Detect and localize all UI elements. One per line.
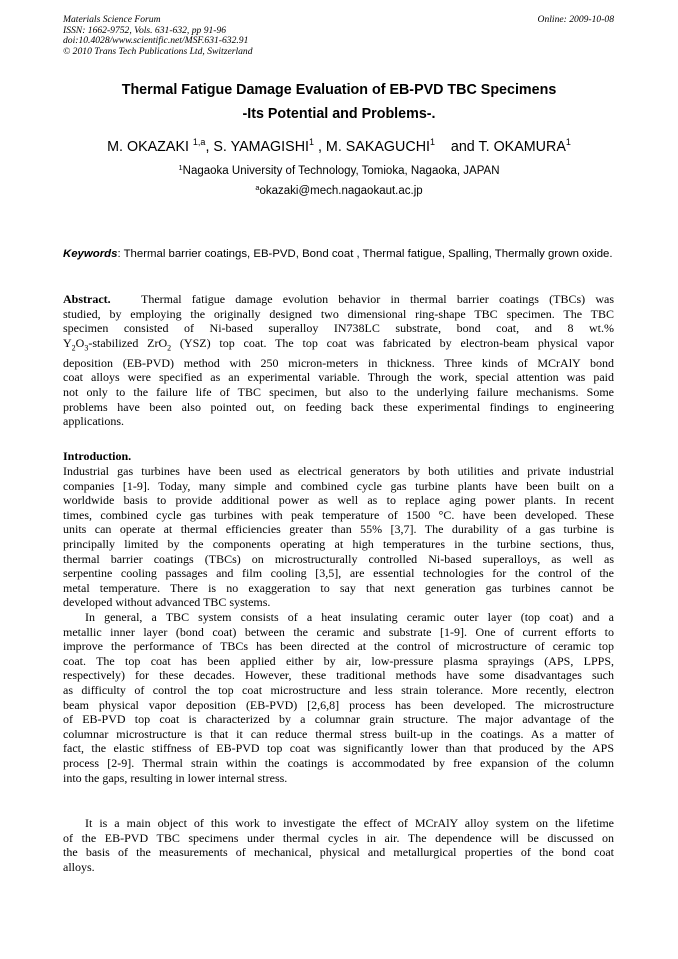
intro-paragraph-2 xyxy=(63,610,614,785)
text-line: In general, a TBC system consists of a heat insulating ceramic outer layer (top coat) and a xyxy=(85,610,614,624)
abstract-line: not only to the failure life of TBC specimen, but also to the underlying failure mechanisms. Some xyxy=(63,384,614,399)
author-affiliation-mark: 1 xyxy=(430,137,436,147)
intro-paragraph-3 xyxy=(63,816,614,874)
text-line: coat. The top coat has been applied either by air, low-pressure plasma sprayings (APS, LPPS, xyxy=(63,653,614,668)
paper-title-line2: -Its Potential and Problems-. xyxy=(242,106,436,122)
email-mark: a xyxy=(255,183,260,192)
email-text: okazaki@mech.nagaokaut.ac.jp xyxy=(259,185,423,197)
text-line: columnar microstructure is that it can reduce thermal stress built-up in the coatings. As a matter of xyxy=(63,726,614,741)
text-line: fact, the elastic stiffness of EB-PVD top coat was significantly lower than that produced by the APS xyxy=(63,741,614,756)
text-line: process [2-9]. Thermal strain within the coatings is accommodated by free expansion of the column xyxy=(63,755,614,770)
keywords xyxy=(63,247,614,261)
text-line: of the EB-PVD TBC specimens under thermal cycles in air. The dependence will be discussed on xyxy=(63,830,614,845)
author-list xyxy=(40,138,638,156)
text-line: worldwide basis to provide additional power as well as to replace aging power plants. In recent xyxy=(63,493,614,508)
text-line: serpentine cooling passages and film cooling [3,5], are essential technologies for the control of the xyxy=(63,566,614,581)
affiliation xyxy=(40,164,638,178)
text-line: companies [1-9]. Today, many simple and combined cycle gas turbine plants have been built on a xyxy=(63,478,614,493)
author-name: M. OKAZAKI xyxy=(107,139,193,155)
text-line: thermal barrier coatings (TBCs) on microstructurally controlled Ni-based superalloys, as well as xyxy=(63,551,614,566)
abstract-line: studied, by employing the originally designed two dimensional ring-shape TBC specimen. The TBC xyxy=(63,306,614,321)
keywords-text: : Thermal barrier coatings, EB-PVD, Bond coat , Thermal fatigue, Spalling, Thermally grown oxide. xyxy=(117,248,613,260)
paper-title-line1: Thermal Fatigue Damage Evaluation of EB-PVD TBC Specimens xyxy=(121,82,557,98)
journal-copyright: © 2010 Trans Tech Publications Ltd, Switzerland xyxy=(63,45,253,57)
text-line: improve the performance of TBCs has been directed at the control of microstructure of ceramic top xyxy=(63,639,614,654)
intro-paragraph-1 xyxy=(63,464,614,610)
journal-doi: doi:10.4028/www.scientific.net/MSF.631-632.91 xyxy=(63,35,249,47)
text-line: Industrial gas turbines have been used as electrical generators by both utilities and private industrial xyxy=(63,464,614,478)
journal-issn: ISSN: 1662-9752, Vols. 631-632, pp 91-96 xyxy=(63,24,227,36)
author-name: and T. OKAMURA xyxy=(435,139,566,155)
abstract-line: $Y_2O_3$-stabilized ZrO$_2$ (YSZ) top coat. The top coat was fabricated by electron-beam physical vapor xyxy=(63,335,614,353)
text-line: developed without advanced TBC systems. xyxy=(63,595,271,610)
author-affiliation-mark: 1,a xyxy=(192,137,206,147)
text-line: beam physical vapor deposition (EB-PVD) [2,6,8] process has been developed. The microstructure xyxy=(63,697,614,712)
journal-header xyxy=(63,15,253,57)
abstract-line: specimen consisted of Ni-based superalloy IN738LC substrate, bond coat, and 8 wt.% xyxy=(63,321,614,336)
abstract-line: problems have been also pointed out, on feeding back these experimental findings to engineering xyxy=(63,399,614,414)
abstract-text: Thermal fatigue damage evolution behavior in thermal barrier coatings (TBCs) was xyxy=(140,292,614,306)
journal-name: Materials Science Forum xyxy=(63,14,161,25)
text-line: respectively) for these decades. However, these traditional methods have some disadvantages such xyxy=(63,668,614,683)
abstract-line: deposition (EB-PVD) method with 250 micron-meters in thickness. Three kinds of MCrAlY bond xyxy=(63,355,614,370)
author-name: , S. YAMAGISHI xyxy=(205,139,309,155)
text-line: of EB-PVD top coat is characterized by a columnar grain structure. The major advantage of the xyxy=(63,712,614,727)
author-affiliation-mark: 1 xyxy=(309,137,315,147)
text-line: times, combined cycle gas turbines with peak temperature of 1500 °C. have been developed. These xyxy=(63,507,614,522)
affiliation-text: Nagaoka University of Technology, Tomioka, Nagaoka, JAPAN xyxy=(182,165,500,177)
text-line: principally limited by the components operating at high temperatures in the turbine sections, thus, xyxy=(63,536,614,551)
affiliation-mark: 1 xyxy=(178,163,183,172)
section-heading-introduction: Introduction. xyxy=(63,449,132,463)
abstract-line xyxy=(63,292,614,307)
text-line: metallic inner layer (bond coat) between the ceramic and substrate [1-9]. One of current efforts to xyxy=(63,624,614,639)
text-line: units can operate at thermal efficiencies greater than 55% [3,7]. The durability of a gas turbine is xyxy=(63,522,614,537)
abstract-line: applications. xyxy=(63,414,124,429)
abstract xyxy=(63,292,614,429)
text-line: as difficulty of control the top coat microstructure and less strain tolerance. More recently, electron xyxy=(63,682,614,697)
text-line: It is a main object of this work to investigate the effect of MCrAlY alloy system on the lifetime xyxy=(85,816,614,830)
keywords-label: Keywords xyxy=(63,248,118,260)
author-name: , M. SAKAGUCHI xyxy=(314,139,430,155)
text-line: metal temperature. There is no exaggeration to say that next generation gas turbines cannot be xyxy=(63,580,614,595)
author-affiliation-mark: 1 xyxy=(565,137,571,147)
text-line: the basis of the measurements of mechanical, physical and metallurgical properties of the bond coat xyxy=(63,845,614,860)
online-date: Online: 2009-10-08 xyxy=(537,14,614,25)
text-line: into the gaps, resulting in lower internal stress. xyxy=(63,770,288,785)
text-line: alloys. xyxy=(63,859,95,874)
abstract-line: coat alloys were specified as an experimental variable. Through the work, special attention was paid xyxy=(63,370,614,385)
contact-email xyxy=(40,184,638,198)
abstract-label: Abstract. xyxy=(63,292,111,306)
